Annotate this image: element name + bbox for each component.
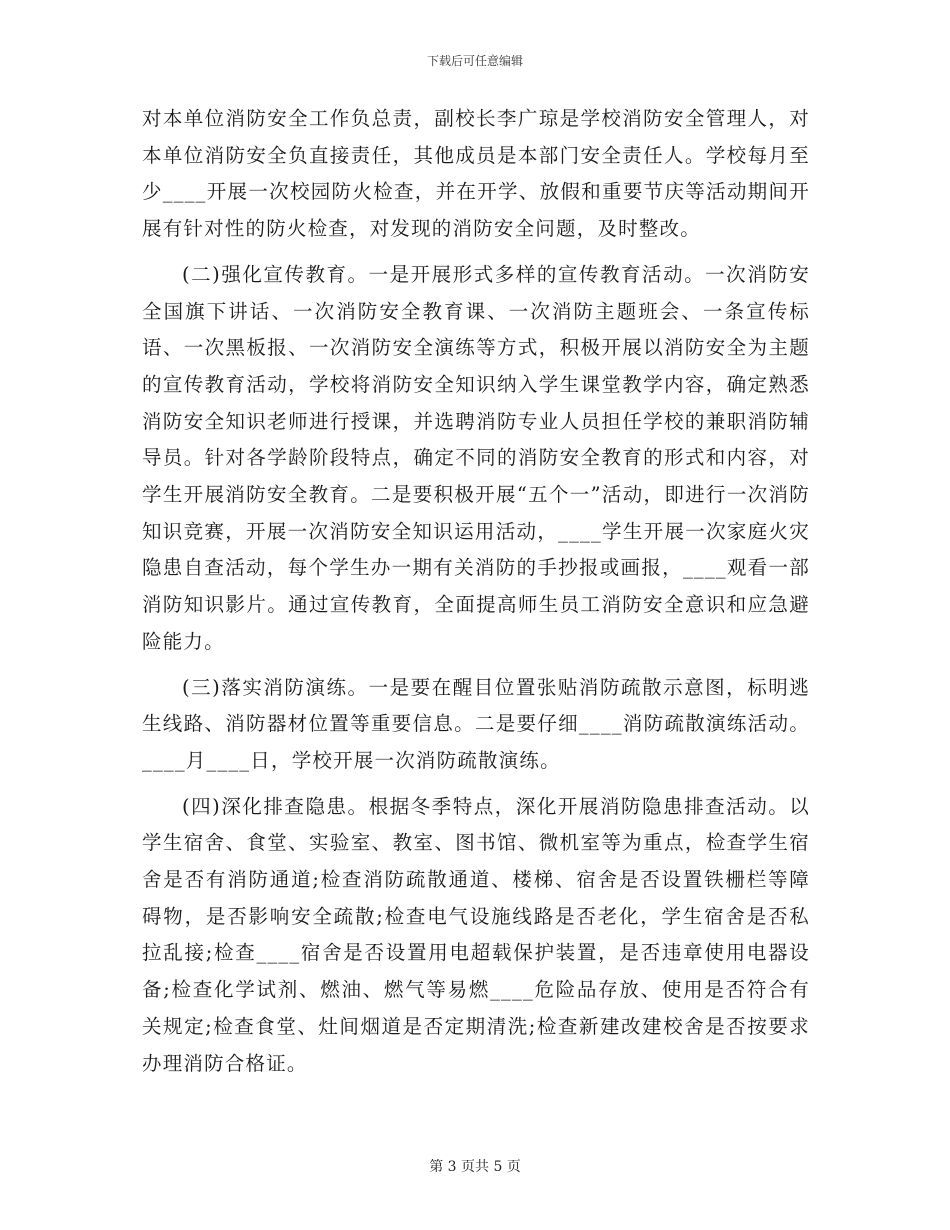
paragraph-fire-drill: (三)落实消防演练。一是要在醒目位置张贴消防疏散示意图，标明逃生线路、消防器材位置等重要信息。二是要仔细____消防疏散演练活动。____月____日，学校开展一次消防疏散演练。 — [142, 675, 810, 772]
page-header: 下载后可任意编辑 — [426, 54, 523, 68]
paragraph-publicity-education: (二)强化宣传教育。一是开展形式多样的宣传教育活动。一次消防安全国旗下讲话、一次消防安全教育课、一次消防主题班会、一条宣传标语、一次黑板报、一次消防安全演练等方式，积极开展以消防安全为主题的宣传教育活动，学校将消防安全知识纳入学生课堂教学内容，确定熟悉消防安全知识老师进行授课，并选聘消防专业人员担任学校的兼职消防辅导员。针对各学龄阶段特点，确定不同的消防安全教育的形式和内容，对学生开展消防安全教育。二是要积极开展“五个一”活动，即进行一次消防知识竞赛，开展一次消防安全知识运用活动，____学生开展一次家庭火灾隐患自查活动，每个学生办一期有关消防的手抄报或画报，____观看一部消防知识影片。通过宣传教育，全面提高师生员工消防安全意识和应急避险能力。 — [142, 262, 810, 653]
page-number: 第 3 页共 5 页 — [429, 1159, 521, 1175]
paragraph-hazard-inspection: (四)深化排查隐患。根据冬季特点，深化开展消防隐患排查活动。以学生宿舍、食堂、实验室、教室、图书馆、微机室等为重点，检查学生宿舍是否有消防通道;检查消防疏散通道、楼梯、宿舍是否设置铁栅栏等障碍物，是否影响安全疏散;检查电气设施线路是否老化，学生宿舍是否私拉乱接;检查____宿舍是否设置用电超载保护装置，是否违章使用电器设备;检查化学试剂、燃油、燃气等易燃____危险品存放、使用是否符合有关规定;检查食堂、灶间烟道是否定期清洗;检查新建改建校舍是否按要求办理消防合格证。 — [142, 794, 810, 1075]
paragraph-continued: 对本单位消防安全工作负总责，副校长李广琼是学校消防安全管理人，对本单位消防安全负直接责任，其他成员是本部门安全责任人。学校每月至少____开展一次校园防火检查，并在开学、放假和重要节庆等活动期间开展有针对性的防火检查，对发现的消防安全问题，及时整改。 — [142, 107, 810, 241]
document-body — [142, 101, 810, 1091]
